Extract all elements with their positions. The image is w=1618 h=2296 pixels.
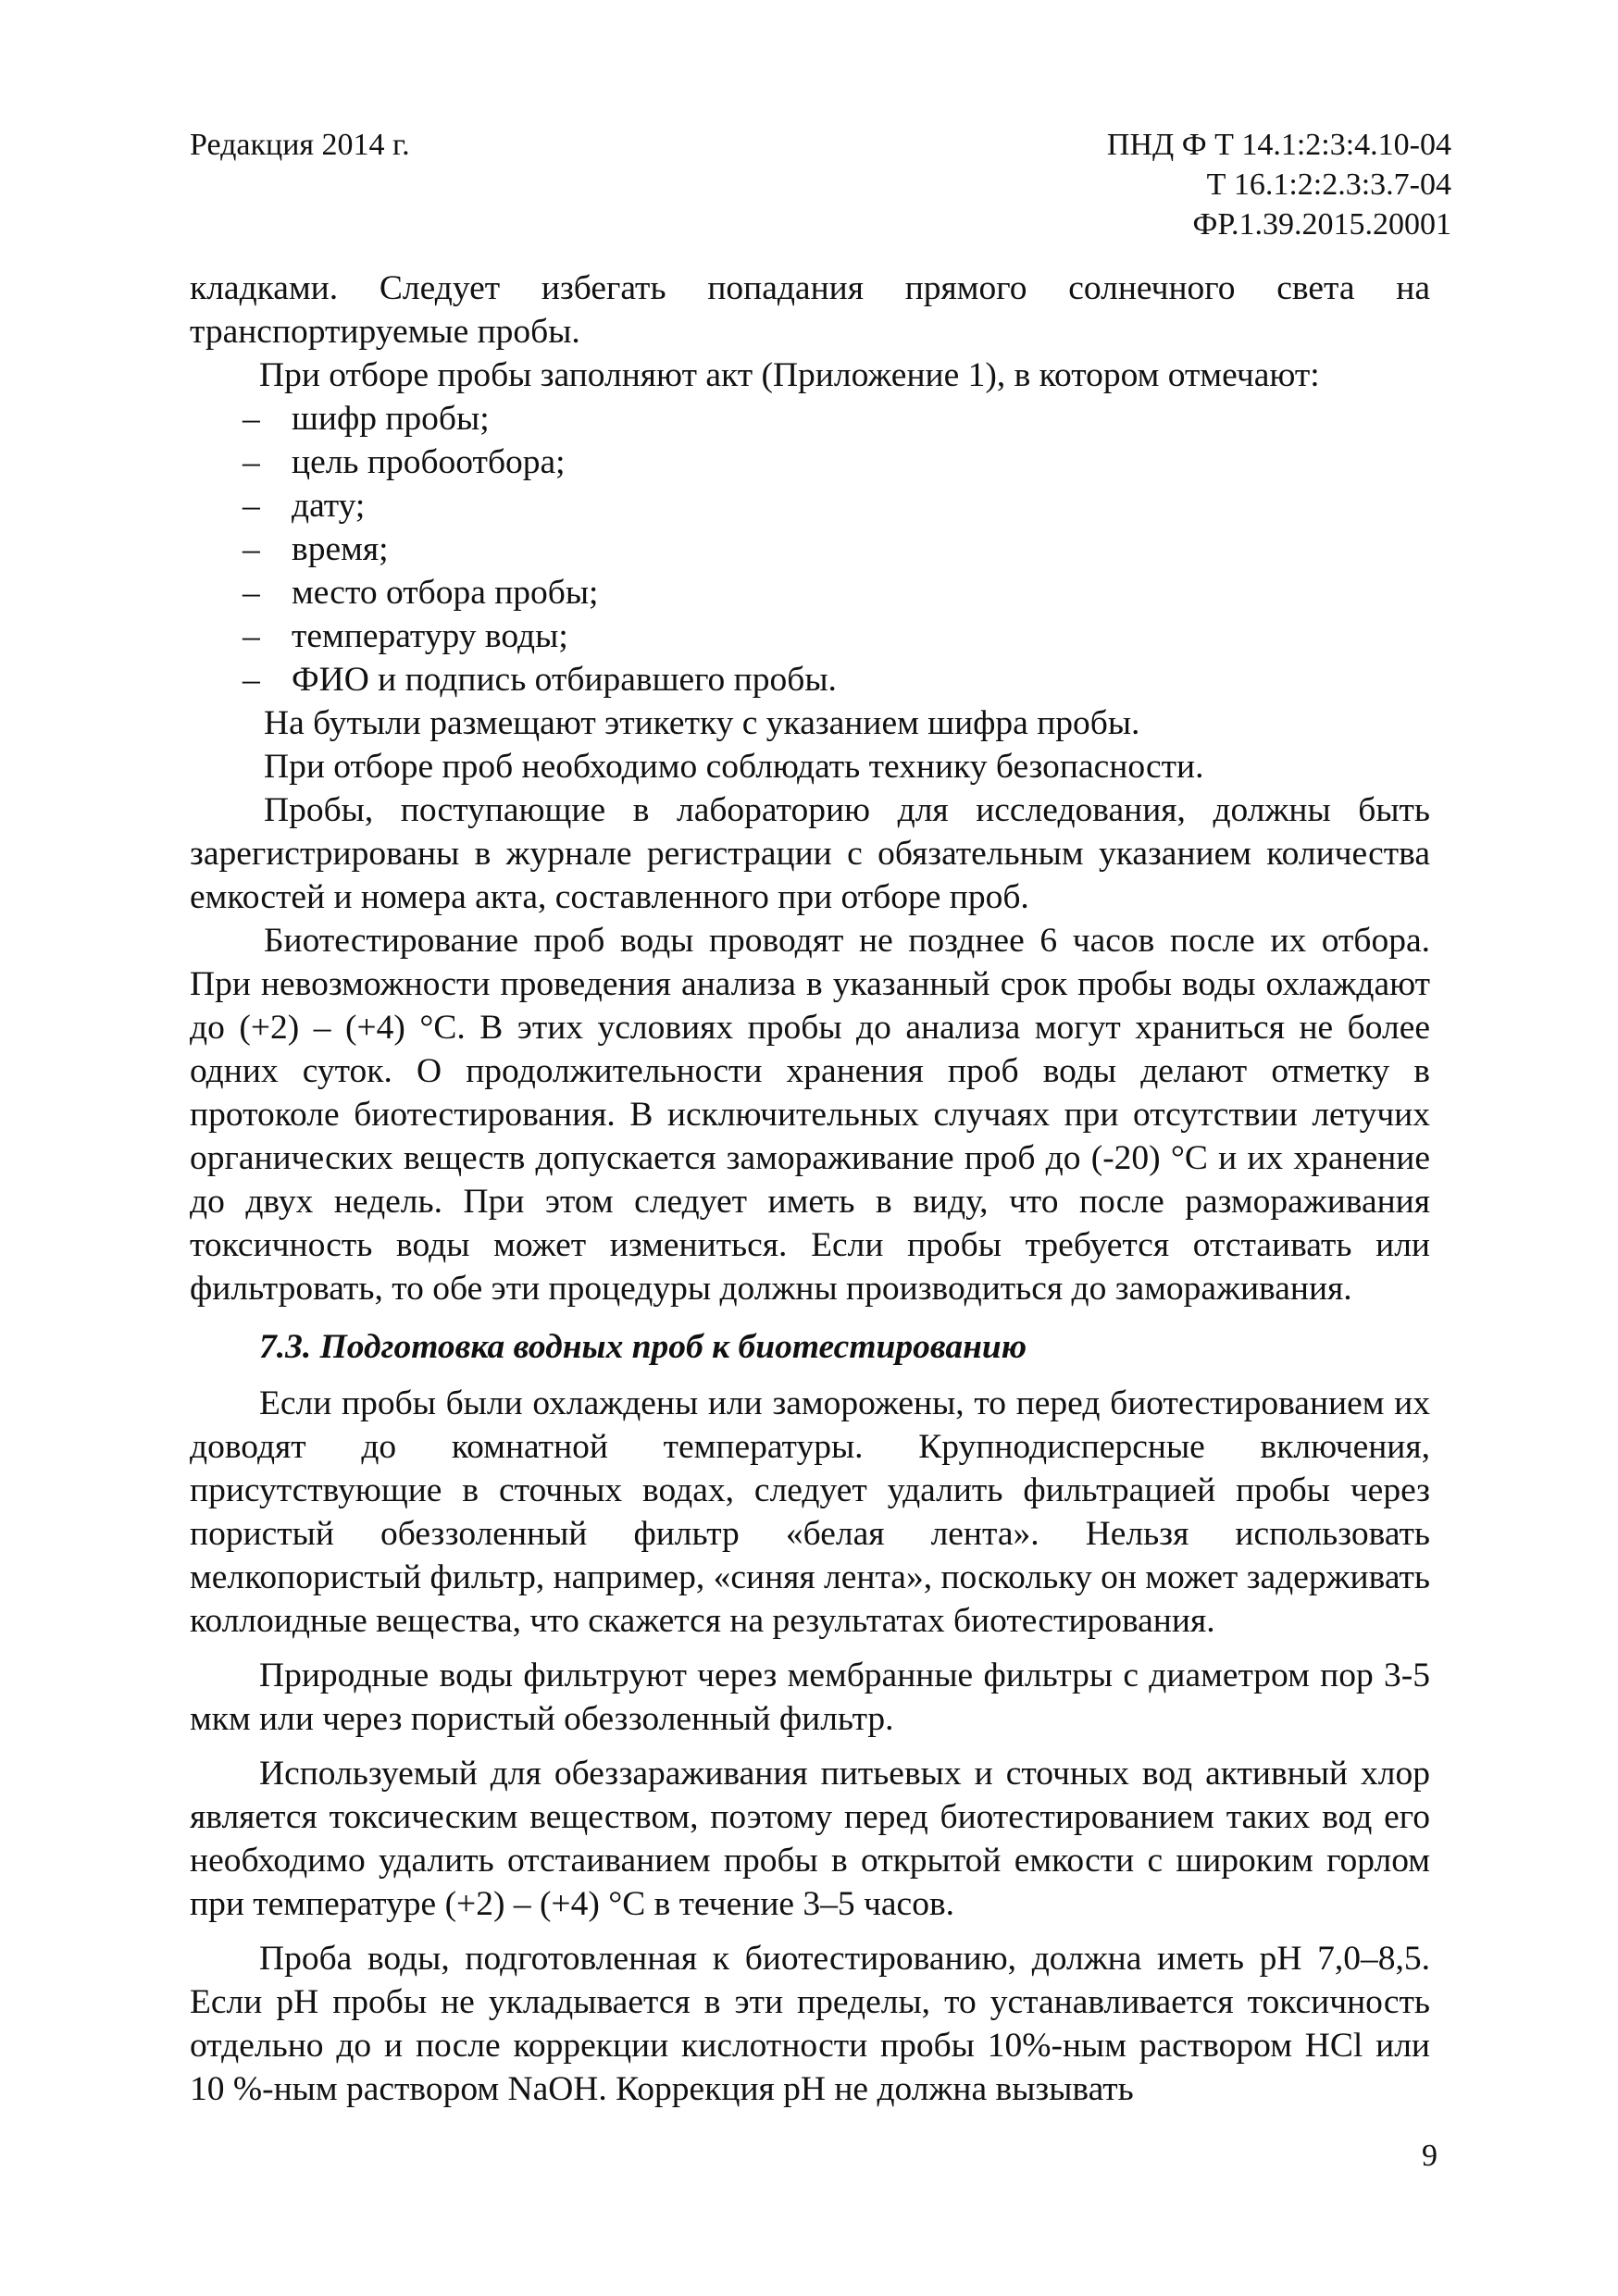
list-item-text: время; xyxy=(292,530,389,568)
paragraph: При отборе проб необходимо соблюдать технику безопасности. xyxy=(264,748,1204,786)
dash-bullet: – xyxy=(243,400,260,438)
dash-bullet: – xyxy=(243,574,260,612)
paragraph: Используемый для обеззараживания питьевых и сточных вод активный хлор является токсическим веществом, поэтому перед биотестированием таких вод его необходимо удалить отстаиванием пробы в открытой емкости с широким горлом при температуре (+2) – (+4) °С в течение 3–5 часов. xyxy=(190,1755,1430,1923)
section-heading: 7.3. Подготовка водных проб к биотестированию xyxy=(259,1328,1027,1366)
paragraph: Природные воды фильтруют через мембранные фильтры с диаметром пор 3-5 мкм или через пористый обеззоленный фильтр. xyxy=(190,1657,1430,1738)
list-item-text: цель пробоотбора; xyxy=(292,443,566,481)
document-code: ПНД Ф Т 14.1:2:3:4.10-04 xyxy=(1106,128,1451,162)
document-code: ФР.1.39.2015.20001 xyxy=(1192,207,1451,242)
dash-bullet: – xyxy=(243,661,260,699)
list-item xyxy=(190,614,1430,658)
record-fields-list xyxy=(190,397,1430,701)
page-number: 9 xyxy=(1422,2139,1438,2173)
list-item-text: место отбора пробы; xyxy=(292,574,599,612)
list-item-text: шифр пробы; xyxy=(292,400,490,438)
list-item xyxy=(190,571,1430,614)
list-item xyxy=(190,441,1430,484)
paragraph: Пробы, поступающие в лабораторию для исследования, должны быть зарегистрированы в журнале регистрации с обязательным указанием количества емкостей и номера акта, составленного при отборе проб. xyxy=(190,791,1430,916)
body-text xyxy=(190,267,1430,2111)
paragraph: кладками. Следует избегать попадания прямого солнечного света на транспортируемые пробы. xyxy=(190,269,1430,351)
dash-bullet: – xyxy=(243,617,260,655)
paragraph: Если пробы были охлаждены или заморожены, то перед биотестированием их доводят до комнатной температуры. Крупнодисперсные включения, присутствующие в сточных водах, следует удалить фильтрацией пробы через пористый обеззоленный фильтр «белая лента». Нельзя использовать мелкопористый фильтр, например, «синяя лента», поскольку он может задерживать коллоидные вещества, что скажется на результатах биотестирования. xyxy=(190,1384,1430,1640)
paragraph: На бутыли размещают этикетку с указанием шифра пробы. xyxy=(264,704,1140,742)
list-item-text: температуру воды; xyxy=(292,617,568,655)
list-item xyxy=(190,527,1430,571)
list-item-text: ФИО и подпись отбиравшего пробы. xyxy=(292,661,837,699)
paragraph: Биотестирование проб воды проводят не позднее 6 часов после их отбора. При невозможности проведения анализа в указанный срок пробы воды охлаждают до (+2) – (+4) °С. В этих условиях пробы до анализа могут храниться не более одних суток. О продолжительности хранения проб воды делают отметку в протоколе биотестирования. В исключительных случаях при отсутствии летучих органических веществ допускается замораживание проб до (-20) °С и их хранение до двух недель. При этом следует иметь в виду, что после размораживания токсичность воды может измениться. Если пробы требуется отстаивать или фильтровать, то обе эти процедуры должны производиться до замораживания. xyxy=(190,922,1430,1308)
dash-bullet: – xyxy=(243,530,260,568)
list-item xyxy=(190,484,1430,527)
paragraph: При отборе пробы заполняют акт (Приложение 1), в котором отмечают: xyxy=(259,356,1320,394)
edition-label: Редакция 2014 г. xyxy=(190,128,410,162)
list-item xyxy=(190,397,1430,441)
document-code: Т 16.1:2:2.3:3.7-04 xyxy=(1206,168,1451,202)
dash-bullet: – xyxy=(243,443,260,481)
document-codes xyxy=(1107,125,1451,244)
list-item-text: дату; xyxy=(292,487,366,525)
dash-bullet: – xyxy=(243,487,260,525)
paragraph: Проба воды, подготовленная к биотестированию, должна иметь рН 7,0–8,5. Если рН пробы не укладывается в эти пределы, то устанавливается токсичность отдельно до и после коррекции кислотности пробы 10%-ным раствором HCl или 10 %-ным раствором NaOH. Коррекция рН не должна вызывать xyxy=(190,1940,1430,2108)
list-item xyxy=(190,658,1430,701)
